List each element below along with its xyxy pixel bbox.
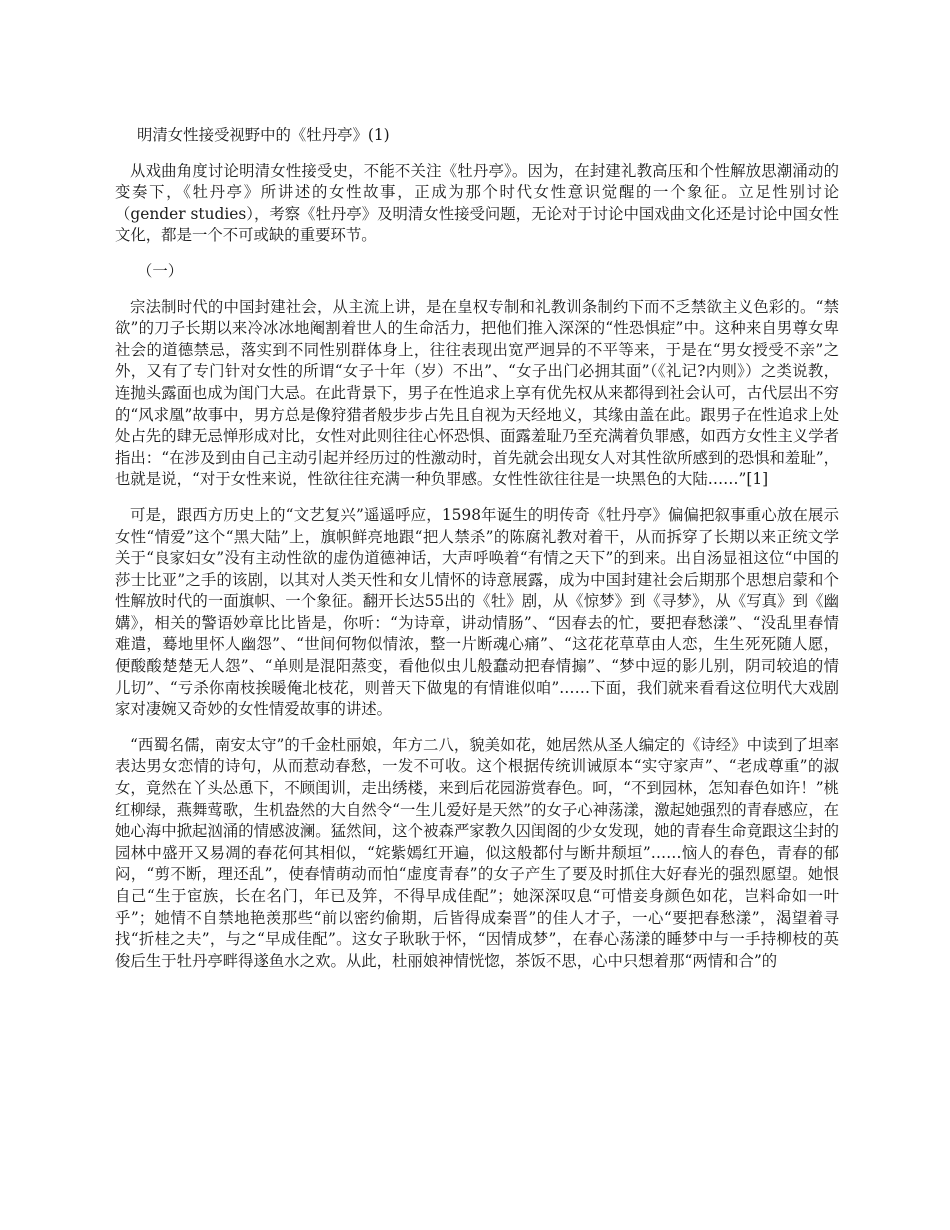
body-paragraph-1: 宗法制时代的中国封建社会，从主流上讲，是在皇权专制和礼教训条制约下而不乏禁欲主义色彩的。“禁欲”的刀子长期以来冷冰冰地阉割着世人的生命活力，把他们推入深深的“性恐惧症”中。这种来自男尊女卑社会的道德禁忌，落实到不同性别群体身上，往往表现出宽严迥异的不平等来，于是在“男女授受不亲”之外，又有了专门针对女性的所谓“女子十年（岁）不出”、“女子出门必拥其面”（《礼记?内则》）之类说教，连抛头露面也成为闺门大忌。在此背景下，男子在性追求上享有优先权从来都得到社会认可，古代层出不穷的“风求凰”故事中，男方总是像狩猎者般步步占先且自视为天经地义，其缘由盖在此。跟男子在性追求上处处占先的肆无忌惮形成对比，女性对此则往往心怀恐惧、面露羞耻乃至充满着负罪感，如西方女性主义学者指出：“在涉及到由自己主动引起并经历过的性激动时，首先就会出现女人对其性欲所感到的恐惧和羞耻”，也就是说，“对于女性来说，性欲往往充满一种负罪感。女性性欲往往是一块黑色的大陆……”[1] (115, 297, 839, 489)
body-paragraph-3: “西蜀名儒，南安太守”的千金杜丽娘，年方二八，貌美如花，她居然从圣人编定的《诗经》中读到了坦率表达男女恋情的诗句，从而惹动春愁，一发不可收。这个根据传统训诫原本“实守家声”、“老成尊重”的淑女，竟然在丫头怂恿下，不顾闺训，走出绣楼，来到后花园游赏春色。呵，“不到园林，怎知春色如许！”桃红柳绿，燕舞莺歌，生机盎然的大自然令“一生儿爱好是天然”的女子心神荡漾，激起她强烈的青春感应，在她心海中掀起汹涌的情感波澜。猛然间，这个被森严家教久囚闺阁的少女发现，她的青春生命竟跟这尘封的园林中盛开又易凋的春花何其相似，“姹紫嫣红开遍，似这般都付与断井颓垣”……恼人的春色，青春的郁闷，“剪不断，理还乱”，使春情萌动而怕“虚度青春”的女子产生了要及时抓住大好春光的强烈愿望。她恨自己“生于宦族，长在名门，年已及笄，不得早成佳配”；她深深叹息“可惜妾身颜色如花，岂料命如一叶乎”；她情不自禁地艳羡那些“前以密约偷期，后皆得成秦晋”的佳人才子，一心“要把春愁漾”，渴望着寻找“折桂之夫”，与之“早成佳配”。这女子耿耿于怀，“因情成梦”，在春心荡漾的睡梦中与一手持柳枝的英俊后生于牡丹亭畔得遂鱼水之欢。从此，杜丽娘神情恍惚，茶饭不思，心中只想着那“两情和合”的 (115, 735, 839, 970)
intro-paragraph: 从戏曲角度讨论明清女性接受史，不能不关注《牡丹亭》。因为，在封建礼教高压和个性解放思潮涌动的变奏下，《牡丹亭》所讲述的女性故事，正成为那个时代女性意识觉醒的一个象征。立足性别讨论（gender studies），考察《牡丹亭》及明清女性接受问题，无论对于讨论中国戏曲文化还是讨论中国女性文化，都是一个不可或缺的重要环节。 (115, 161, 839, 245)
document-title: 明清女性接受视野中的《牡丹亭》(1) (137, 126, 390, 144)
document-page (115, 125, 839, 986)
body-paragraph-2: 可是，跟西方历史上的“文艺复兴”遥遥呼应，1598年诞生的明传奇《牡丹亭》偏偏把叙事重心放在展示女性“情爱”这个“黑大陆”上，旗帜鲜亮地跟“把人禁杀”的陈腐礼教对着干，从而拆穿了长期以来正统文学关于“良家妇女”没有主动性欲的虚伪道德神话，大声呼唤着“有情之天下”的到来。出自汤显祖这位“中国的莎士比亚”之手的该剧，以其对人类天性和女儿情怀的诗意展露，成为中国封建社会后期那个思想启蒙和个性解放时代的一面旗帜、一个象征。翻开长达55出的《牡》剧，从《惊梦》到《寻梦》，从《写真》到《幽媾》，相关的警语妙章比比皆是，你听：“为诗章，讲动情肠”、“因春去的忙，要把春愁漾”、“没乱里春情难遣，蓦地里怀人幽怨”、“世间何物似情浓，整一片断魂心痛”、“这花花草草由人恋，生生死死随人愿，便酸酸楚楚无人怨”、“单则是混阳蒸变，看他似虫儿般蠢动把春情搧”、“梦中逗的影儿别，阴司较追的情儿切”、“亏杀你南枝挨暖俺北枝花，则普天下做鬼的有情谁似咱”……下面，我们就来看看这位明代大戏剧家对凄婉又奇妙的女性情爱故事的讲述。 (115, 505, 839, 719)
section-heading: （一） (137, 261, 184, 280)
